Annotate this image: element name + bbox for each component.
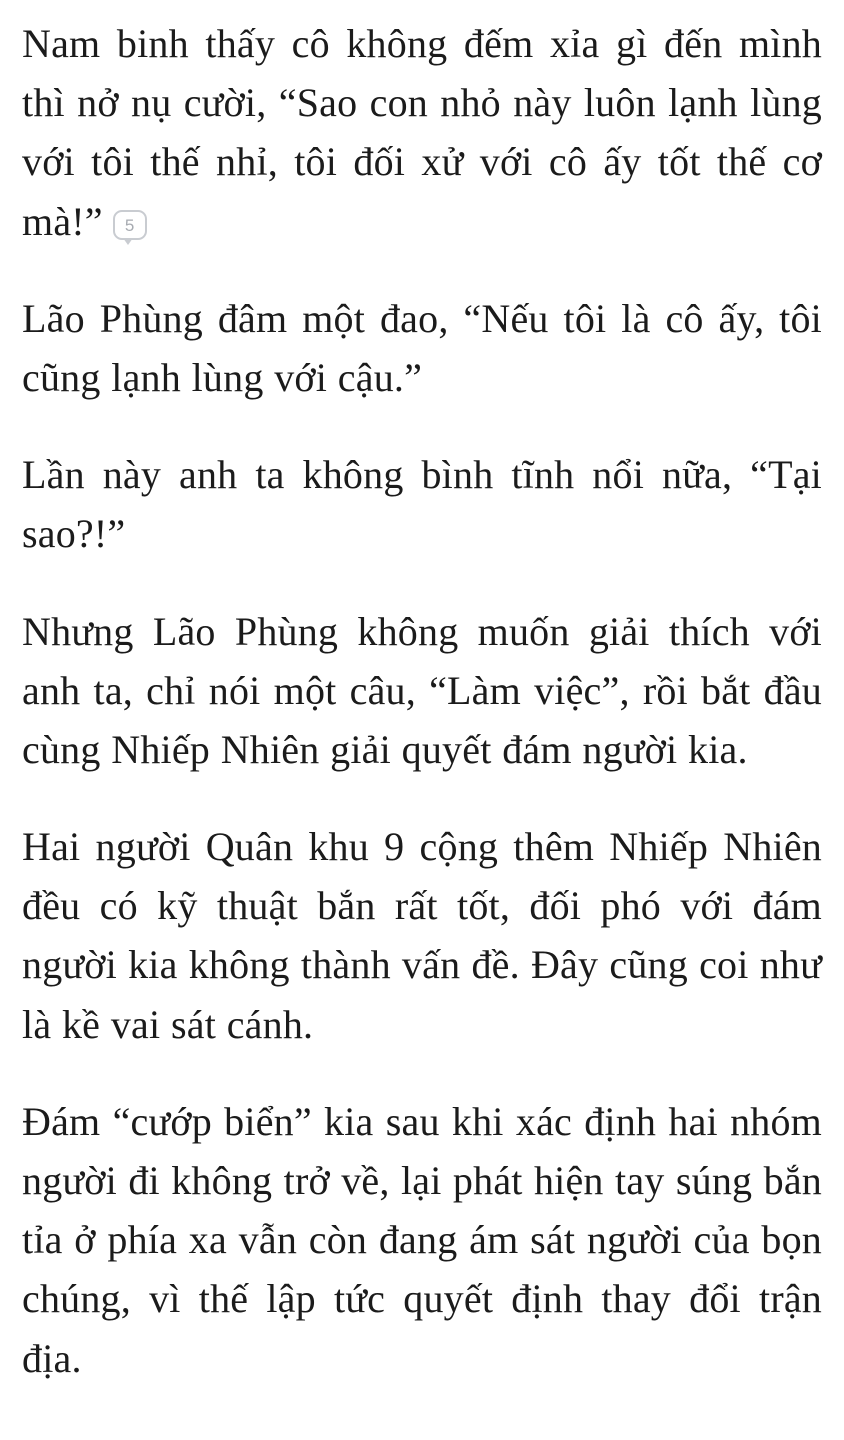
paragraph bbox=[22, 289, 822, 407]
paragraph bbox=[22, 445, 822, 563]
paragraph-text: Hai người Quân khu 9 cộng thêm Nhiếp Nhiên đều có kỹ thuật bắn rất tốt, đối phó với đám người kia không thành vấn đề. Đây cũng coi như là kề vai sát cánh. bbox=[22, 824, 822, 1047]
paragraph-text: Lão Phùng đâm một đao, “Nếu tôi là cô ấy, tôi cũng lạnh lùng với cậu.” bbox=[22, 295, 822, 400]
paragraph-text: Đám “cướp biển” kia sau khi xác định hai nhóm người đi không trở về, lại phát hiện tay súng bắn tỉa ở phía xa vẫn còn đang ám sát người của bọn chúng, vì thế lập tức quyết định thay đổi trận địa. bbox=[22, 1098, 822, 1381]
footnote-marker-icon[interactable]: 5 bbox=[113, 210, 147, 240]
paragraph bbox=[22, 602, 822, 780]
paragraph-text: Nam binh thấy cô không đếm xỉa gì đến mình thì nở nụ cười, “Sao con nhỏ này luôn lạnh lùng với tôi thế nhỉ, tôi đối xử với cô ấy tốt thế cơ mà!” bbox=[22, 21, 822, 244]
paragraph bbox=[22, 1092, 822, 1388]
paragraph-text: Nhưng Lão Phùng không muốn giải thích với anh ta, chỉ nói một câu, “Làm việc”, rồi bắt đầu cùng Nhiếp Nhiên giải quyết đám người kia. bbox=[22, 608, 822, 772]
paragraph-text: Lần này anh ta không bình tĩnh nổi nữa, “Tại sao?!” bbox=[22, 452, 822, 557]
paragraph bbox=[22, 817, 822, 1054]
paragraph bbox=[22, 14, 822, 251]
